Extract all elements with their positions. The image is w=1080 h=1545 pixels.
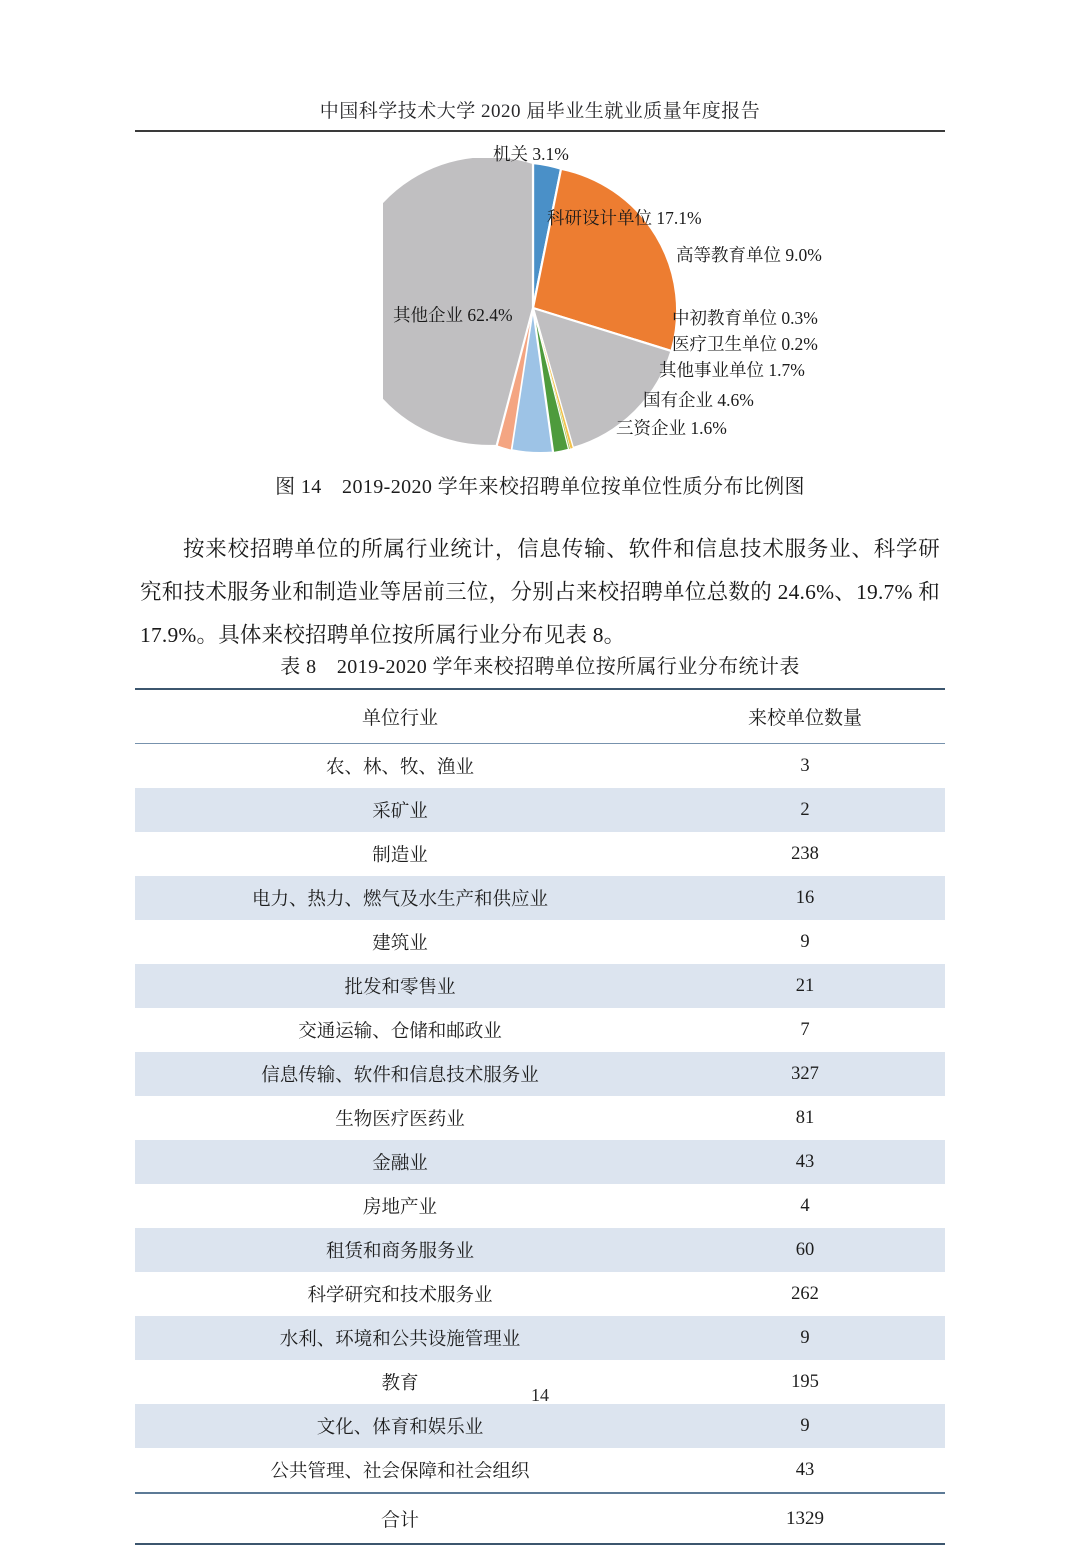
pie-label-yiliao: 医疗卫生单位 0.2% xyxy=(672,334,818,354)
pie-label-guoyou: 国有企业 4.6% xyxy=(643,390,754,410)
cell-industry: 租赁和商务服务业 xyxy=(135,1228,665,1272)
cell-count: 9 xyxy=(665,920,945,964)
table-row xyxy=(135,1052,945,1096)
cell-industry: 建筑业 xyxy=(135,920,665,964)
cell-count: 195 xyxy=(665,1360,945,1404)
cell-industry: 农、林、牧、渔业 xyxy=(135,744,665,789)
running-header-text: 中国科学技术大学 2020 届毕业生就业质量年度报告 xyxy=(319,101,761,122)
table-row xyxy=(135,832,945,876)
table-total-row xyxy=(135,1493,945,1544)
cell-count: 60 xyxy=(665,1228,945,1272)
cell-count: 43 xyxy=(665,1140,945,1184)
cell-industry: 房地产业 xyxy=(135,1184,665,1228)
cell-industry: 科学研究和技术服务业 xyxy=(135,1272,665,1316)
cell-count: 3 xyxy=(665,744,945,789)
cell-industry: 交通运输、仓储和邮政业 xyxy=(135,1008,665,1052)
table-caption: 表 8 2019-2020 学年来校招聘单位按所属行业分布统计表 xyxy=(280,656,800,678)
cell-count: 2 xyxy=(665,788,945,832)
figure-caption: 图 14 2019-2020 学年来校招聘单位按单位性质分布比例图 xyxy=(275,476,805,498)
page-number: 14 xyxy=(531,1385,549,1405)
cell-count: 327 xyxy=(665,1052,945,1096)
pie-label-keyan: 科研设计单位 17.1% xyxy=(547,208,702,228)
cell-industry: 电力、热力、燃气及水生产和供应业 xyxy=(135,876,665,920)
cell-industry: 水利、环境和公共设施管理业 xyxy=(135,1316,665,1360)
pie-label-sanzi: 三资企业 1.6% xyxy=(616,418,727,438)
cell-industry: 教育 xyxy=(135,1360,665,1404)
cell-industry: 信息传输、软件和信息技术服务业 xyxy=(135,1052,665,1096)
cell-industry: 批发和零售业 xyxy=(135,964,665,1008)
table-row xyxy=(135,964,945,1008)
table-row xyxy=(135,1228,945,1272)
cell-count: 262 xyxy=(665,1272,945,1316)
cell-count: 81 xyxy=(665,1096,945,1140)
table-row xyxy=(135,1184,945,1228)
table-row xyxy=(135,1316,945,1360)
table-row xyxy=(135,1096,945,1140)
cell-count: 9 xyxy=(665,1316,945,1360)
column-header-industry: 单位行业 xyxy=(135,689,665,744)
cell-industry: 制造业 xyxy=(135,832,665,876)
table-footer xyxy=(135,1493,945,1544)
industry-table xyxy=(135,688,945,1545)
pie-label-qitaqiye: 其他企业 62.4% xyxy=(393,305,513,325)
table-row xyxy=(135,876,945,920)
table-body xyxy=(135,744,945,1494)
cell-industry: 文化、体育和娱乐业 xyxy=(135,1404,665,1448)
cell-industry: 公共管理、社会保障和社会组织 xyxy=(135,1448,665,1493)
table-row xyxy=(135,1272,945,1316)
table-row xyxy=(135,744,945,789)
running-header xyxy=(135,100,945,125)
cell-count: 9 xyxy=(665,1404,945,1448)
table-row xyxy=(135,788,945,832)
table-row xyxy=(135,920,945,964)
table-row xyxy=(135,1404,945,1448)
table-row xyxy=(135,1008,945,1052)
cell-count: 238 xyxy=(665,832,945,876)
table-row xyxy=(135,1140,945,1184)
cell-industry: 采矿业 xyxy=(135,788,665,832)
cell-industry: 金融业 xyxy=(135,1140,665,1184)
cell-count: 4 xyxy=(665,1184,945,1228)
pie-chart-figure xyxy=(135,140,945,460)
pie-label-gaodeng: 高等教育单位 9.0% xyxy=(676,245,822,265)
column-header-count: 来校单位数量 xyxy=(665,689,945,744)
cell-total-label: 合计 xyxy=(135,1493,665,1544)
cell-industry: 生物医疗医药业 xyxy=(135,1096,665,1140)
pie-label-zhongchu: 中初教育单位 0.3% xyxy=(672,308,818,328)
body-paragraph: 按来校招聘单位的所属行业统计，信息传输、软件和信息技术服务业、科学研究和技术服务业和制造业等居前三位，分别占来校招聘单位总数的 24.6%、19.7% 和 17.9%。具体来校招聘单位按所属行业分布见表 8。 xyxy=(140,537,940,647)
cell-total-count: 1329 xyxy=(665,1493,945,1544)
pie-label-qitashiye: 其他事业单位 1.7% xyxy=(659,360,805,380)
industry-table-container xyxy=(135,688,945,1545)
cell-count: 7 xyxy=(665,1008,945,1052)
cell-count: 21 xyxy=(665,964,945,1008)
cell-count: 16 xyxy=(665,876,945,920)
cell-count: 43 xyxy=(665,1448,945,1493)
table-header xyxy=(135,689,945,744)
table-row xyxy=(135,1448,945,1493)
pie-label-jiguan: 机关 3.1% xyxy=(493,144,569,164)
header-divider xyxy=(135,130,945,132)
